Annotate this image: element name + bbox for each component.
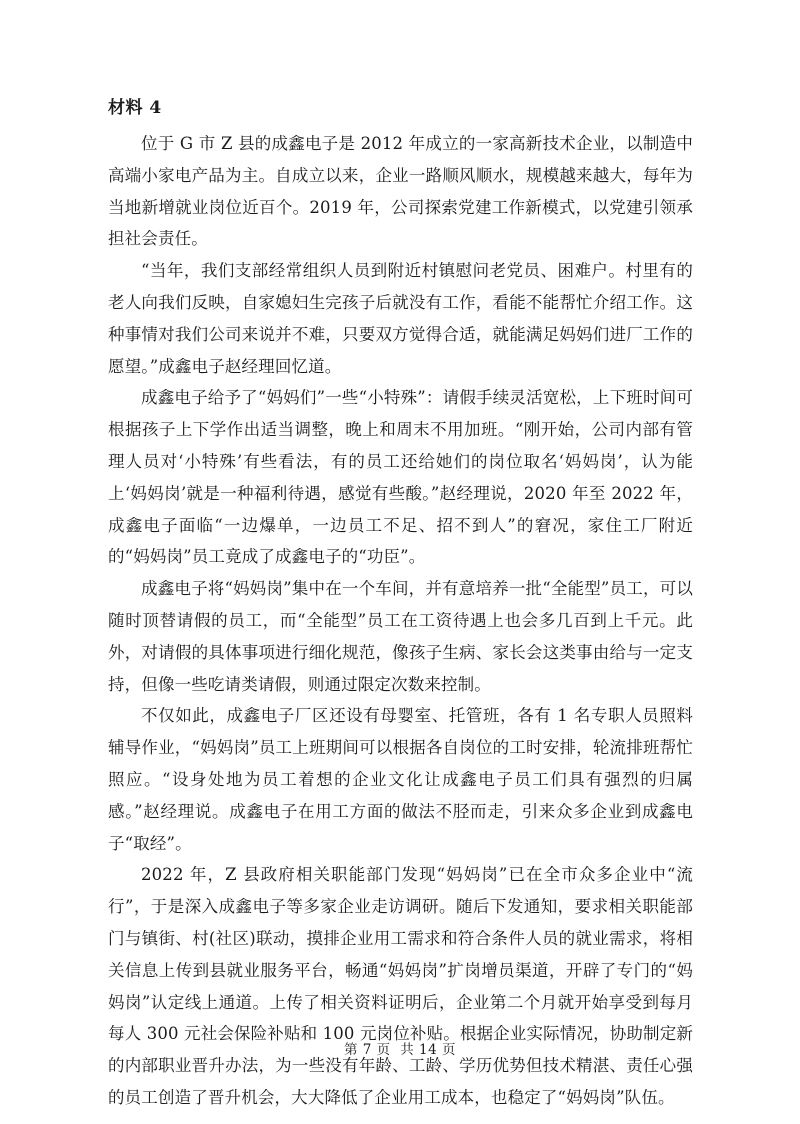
page-number: 第 7 页 共 14 页 [343, 1042, 456, 1058]
paragraph-2: “当年，我们支部经常组织人员到附近村镇慰问老党员、困难户。村里有的老人向我们反映，自家媳妇生完孩子后就没有工作，看能不能帮忙介绍工作。这种事情对我们公司来说并不难，只要双方觉得合适，就能满足妈妈们进厂工作的愿望。”成鑫电子赵经理回忆道。 [108, 261, 693, 376]
paragraph-1: 位于 G 市 Z 县的成鑫电子是 2012 年成立的一家高新技术企业，以制造中高端小家电产品为主。自成立以来，企业一路顺风顺水，规模越来越大，每年为当地新增就业岗位近百个。2019 年，公司探索党建工作新模式，以党建引领承担社会责任。 [108, 134, 693, 249]
document-body [108, 128, 693, 1114]
paragraph-4: 成鑫电子将“妈妈岗”集中在一个车间，并有意培养一批“全能型”员工，可以随时顶替请假的员工，而“全能型”员工在工资待遇上也会多几百到上千元。此外，对请假的具体事项进行细化规范，像孩子生病、家长会这类事由给与一定支持，但像一些吃请类请假，则通过限定次数来控制。 [108, 579, 693, 694]
paragraph-3: 成鑫电子给予了“妈妈们”一些“小特殊”：请假手续灵活宽松，上下班时间可根据孩子上下学作出适当调整，晚上和周末不用加班。“刚开始，公司内部有管理人员对‘小特殊’有些看法，有的员工还给她们的岗位取名‘妈妈岗’，认为能上‘妈妈岗’就是一种福利待遇，感觉有些酸。”赵经理说，2020 年至 2022 年，成鑫电子面临“一边爆单，一边员工不足、招不到人”的窘况，家住工厂附近的“妈妈岗”员工竟成了成鑫电子的“功臣”。 [108, 388, 693, 567]
section-heading: 材料 4 [108, 98, 162, 118]
paragraph-6: 2022 年，Z 县政府相关职能部门发现“妈妈岗”已在全市众多企业中“流行”，于是深入成鑫电子等多家企业走访调研。随后下发通知，要求相关职能部门与镇街、村(社区)联动，摸排企业用工需求和符合条件人员的就业需求，将相关信息上传到县就业服务平台，畅通“妈妈岗”扩岗增员渠道，开辟了专门的“妈妈岗”认定线上通道。上传了相关资料证明后，企业第二个月就开始享受到每月每人 300 元社会保险补贴和 100 元岗位补贴。根据企业实际情况，协助制定新的内部职业晋升办法，为一些没有年龄、工龄、学历优势但技术精湛、责任心强的员工创造了晋升机会，大大降低了企业用工成本，也稳定了“妈妈岗”队伍。 [108, 865, 693, 1107]
page-footer [0, 1040, 800, 1060]
paragraph-5: 不仅如此，成鑫电子厂区还设有母婴室、托管班，各有 1 名专职人员照料辅导作业，“妈妈岗”员工上班期间可以根据各自岗位的工时安排，轮流排班帮忙照应。“设身处地为员工着想的企业文化让成鑫电子员工们具有强烈的归属感。”赵经理说。成鑫电子在用工方面的做法不胫而走，引来众多企业到成鑫电子“取经”。 [108, 706, 693, 853]
